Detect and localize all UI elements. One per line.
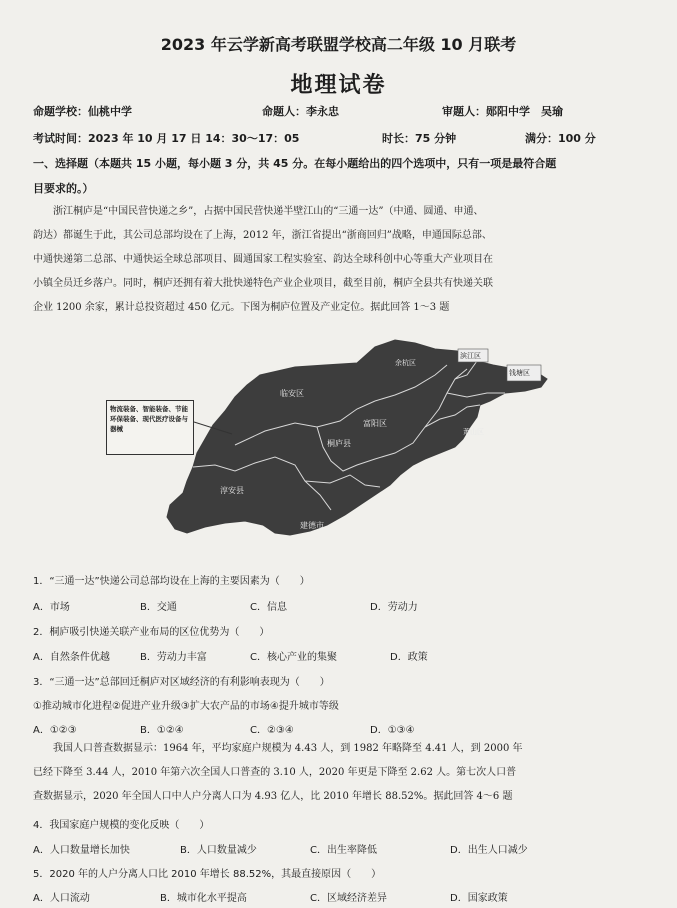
q2-option-d: D．政策 bbox=[390, 652, 428, 663]
q5-option-b: B．城市化水平提高 bbox=[160, 893, 247, 904]
q1-option-c: C．信息 bbox=[250, 602, 287, 613]
q5-option-c: C．区域经济差异 bbox=[310, 893, 387, 904]
subject-title: 地理试卷 bbox=[290, 73, 387, 98]
question-3-stem: 3．“三通一达”总部回迁桐庐对区域经济的有利影响表现为（ ） bbox=[33, 677, 330, 688]
section-heading-cont: 目要求的。） bbox=[33, 182, 94, 195]
map-label-qiantang: 钱塘区 bbox=[509, 369, 530, 377]
map-label-xiaoshan: 萧山区 bbox=[463, 428, 484, 436]
passage-census bbox=[33, 737, 633, 809]
passage-line: 已经下降至 3.44 人，2010 年第六次全国人口普查的 3.10 人，2020 年更是下降至 2.62 人。第七次人口普 bbox=[33, 767, 517, 778]
passage-line: 中通快递第二总部、中通快运全球总部项目、圆通国家工程实验室、韵达全球科创中心等重大产业项目在 bbox=[33, 254, 493, 265]
map-label-chunan: 淳安县 bbox=[220, 486, 244, 495]
author-label: 命题人：李永忠 bbox=[262, 105, 339, 118]
map-label-jiande: 建德市 bbox=[300, 521, 324, 530]
callout-leader-line bbox=[194, 410, 234, 440]
map-label-binjiang: 滨江区 bbox=[460, 352, 481, 360]
q1-option-b: B．交通 bbox=[140, 602, 177, 613]
passage-line: 查数据显示，2020 年全国人口中人户分离人口为 4.93 亿人，比 2010 年增长 88.52%。据此回答 4～6 题 bbox=[33, 791, 513, 802]
question-2-stem: 2．桐庐吸引快递关联产业布局的区位优势为（ ） bbox=[33, 627, 270, 638]
question-4-stem: 4．我国家庭户规模的变化反映（ ） bbox=[33, 820, 210, 831]
q3-option-a: A．①②③ bbox=[33, 725, 77, 736]
q5-option-d: D．国家政策 bbox=[450, 893, 508, 904]
q4-option-c: C．出生率降低 bbox=[310, 845, 377, 856]
q1-option-a: A．市场 bbox=[33, 602, 70, 613]
q4-option-d: D．出生人口减少 bbox=[450, 845, 528, 856]
map-label-linan: 临安区 bbox=[280, 389, 304, 398]
q4-option-b: B．人口数量减少 bbox=[180, 845, 257, 856]
question-5-stem: 5．2020 年的人户分离人口比 2010 年增长 88.52%，其最直接原因（ ） bbox=[33, 869, 382, 880]
school-label: 命题学校：仙桃中学 bbox=[33, 105, 132, 118]
section-heading: 一、选择题（本题共 15 小题，每小题 3 分，共 45 分。在每小题给出的四个选项中，只有一项是最符合题 bbox=[33, 157, 557, 170]
q4-option-a: A．人口数量增长加快 bbox=[33, 845, 130, 856]
industry-callout-box: 物流装备、智能装备、节能环保装备、现代医疗设备与器械 bbox=[106, 400, 194, 455]
q2-option-a: A．自然条件优越 bbox=[33, 652, 110, 663]
q3-option-c: C．②③④ bbox=[250, 725, 294, 736]
passage-line: 小镇全员迁乡落户。同时，桐庐还拥有着大批快递特色产业企业项目，截至目前，桐庐全县共有快递关联 bbox=[33, 278, 493, 289]
exam-time-label: 考试时间：2023 年 10 月 17 日 14：30～17：05 bbox=[33, 132, 300, 145]
q2-option-b: B．劳动力丰富 bbox=[140, 652, 207, 663]
passage-line: 浙江桐庐是“中国民营快递之乡”，占据中国民营快递半壁江山的“三通一达”（中通、圆通、申通、 bbox=[53, 206, 484, 217]
duration-label: 时长：75 分钟 bbox=[382, 132, 457, 145]
q3-option-b: B．①②④ bbox=[140, 725, 184, 736]
map-label-fuyang: 富阳区 bbox=[363, 419, 387, 428]
passage-line: 我国人口普查数据显示：1964 年，平均家庭户规模为 4.43 人，到 1982 年略降至 4.41 人，到 2000 年 bbox=[53, 743, 523, 754]
passage-line: 企业 1200 余家，累计总投资超过 450 亿元。下图为桐庐位置及产业定位。据此回答 1～3 题 bbox=[33, 302, 450, 313]
map-label-yuhang: 余杭区 bbox=[395, 359, 416, 367]
passage-tonglu bbox=[33, 200, 633, 320]
total-score-label: 满分：100 分 bbox=[525, 132, 596, 145]
passage-line: 韵达）都诞生于此，其公司总部均设在了上海，2012 年，浙江省提出“浙商回归”战略，申通国际总部、 bbox=[33, 230, 492, 241]
q1-option-d: D．劳动力 bbox=[370, 602, 418, 613]
q3-statements: ①推动城市化进程②促进产业升级③扩大农产品的市场④提升城市等级 bbox=[33, 701, 339, 712]
q2-option-c: C．核心产业的集聚 bbox=[250, 652, 337, 663]
q5-option-a: A．人口流动 bbox=[33, 893, 90, 904]
exam-title: 2023 年云学新高考联盟学校高二年级 10 月联考 bbox=[160, 35, 517, 54]
reviewer-label: 审题人：郧阳中学 吴瑜 bbox=[442, 105, 563, 118]
q3-option-d: D．①③④ bbox=[370, 725, 415, 736]
question-1-stem: 1．“三通一达”快递公司总部均设在上海的主要因素为（ ） bbox=[33, 576, 310, 587]
map-label-tonglu: 桐庐县 bbox=[327, 439, 351, 448]
